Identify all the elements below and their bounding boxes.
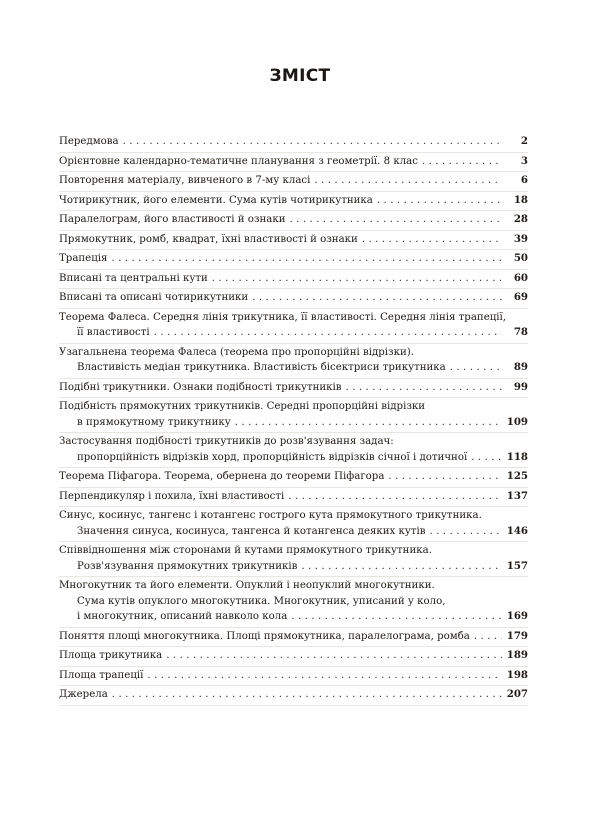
toc-entry-line bbox=[59, 212, 528, 228]
toc-entry-line bbox=[59, 399, 528, 415]
toc-entry-line bbox=[59, 193, 528, 209]
toc-entry-title: Застосування подібності трикутників до розв'язування задач: bbox=[59, 436, 394, 447]
toc-entry-title: Поняття площі многокутника. Площі прямокутника, паралелограма, ромба bbox=[59, 630, 470, 642]
table-of-contents bbox=[59, 133, 528, 706]
toc-page-number: 69 bbox=[513, 291, 528, 303]
toc-entry-line bbox=[59, 489, 528, 505]
toc-entry[interactable] bbox=[59, 192, 528, 212]
toc-entry-title: Площа трапеції bbox=[59, 669, 144, 681]
toc-entry-title: Площа трикутника bbox=[59, 650, 163, 661]
toc-entry-line bbox=[59, 524, 528, 540]
toc-entry-line bbox=[59, 173, 528, 189]
toc-entry-line bbox=[59, 434, 528, 450]
toc-page-number: 2 bbox=[520, 135, 528, 147]
toc-entry-title: її властивості bbox=[77, 327, 150, 338]
toc-page-number: 118 bbox=[506, 450, 528, 463]
toc-page-number: 198 bbox=[506, 668, 528, 681]
dot-leader bbox=[111, 251, 502, 267]
toc-entry-title: Прямокутник, ромб, квадрат, їхні властивості й ознаки bbox=[59, 233, 358, 245]
dot-leader bbox=[147, 668, 502, 684]
toc-entry-line bbox=[59, 290, 528, 306]
toc-entry-title: Теорема Піфагора. Теорема, обернена до теореми Піфагора bbox=[59, 471, 385, 482]
toc-entry-line bbox=[59, 629, 528, 645]
dot-leader bbox=[291, 609, 502, 625]
toc-entry-title: Співвідношення між сторонами й кутами прямокутного трикутника. bbox=[59, 545, 432, 556]
toc-entry-line bbox=[59, 345, 528, 361]
toc-page-number: 50 bbox=[513, 252, 528, 264]
toc-entry[interactable] bbox=[59, 468, 528, 488]
toc-entry-title: Вписані та описані чотирикутники bbox=[59, 292, 249, 303]
toc-entry-title: Трапеція bbox=[59, 253, 108, 264]
toc-page-number: 99 bbox=[513, 380, 528, 393]
toc-entry[interactable] bbox=[59, 542, 528, 577]
toc-entry[interactable] bbox=[59, 398, 528, 433]
toc-entry-line bbox=[59, 360, 528, 376]
toc-entry-title: Паралелограм, його властивості й ознаки bbox=[59, 214, 286, 225]
toc-entry-title: Перпендикуляр і похила, їхні властивості bbox=[59, 490, 285, 502]
dot-leader bbox=[388, 469, 502, 485]
toc-entry-line bbox=[59, 232, 528, 248]
toc-entry[interactable] bbox=[59, 628, 528, 648]
toc-entry-line bbox=[59, 380, 528, 396]
toc-page-number: 60 bbox=[513, 271, 528, 284]
toc-entry-line bbox=[59, 469, 528, 485]
toc-entry-title: Властивість медіан трикутника. Властивість бісектриси трикутника bbox=[77, 362, 446, 373]
toc-entry-title: пропорційність відрізків хорд, пропорційність відрізків січної і дотичної bbox=[77, 451, 468, 463]
toc-entry-line bbox=[59, 154, 528, 170]
toc-entry-line bbox=[59, 325, 528, 341]
toc-entry-line bbox=[59, 134, 528, 150]
toc-entry-line bbox=[59, 578, 528, 594]
dot-leader bbox=[430, 524, 502, 540]
toc-page-number: 207 bbox=[506, 688, 528, 700]
toc-entry-line bbox=[59, 450, 528, 466]
toc-entry-line bbox=[59, 559, 528, 575]
dot-leader bbox=[235, 415, 502, 431]
dot-leader bbox=[288, 489, 502, 505]
toc-page-number: 137 bbox=[506, 489, 528, 502]
dot-leader bbox=[112, 687, 502, 703]
toc-page-number: 157 bbox=[506, 559, 528, 572]
toc-page-number: 18 bbox=[513, 193, 528, 206]
toc-entry-line bbox=[59, 668, 528, 684]
toc-page-number: 28 bbox=[513, 213, 528, 225]
toc-entry[interactable] bbox=[59, 507, 528, 542]
toc-entry-title: Повторення матеріалу, вивченого в 7-му класі bbox=[59, 175, 311, 186]
dot-leader bbox=[212, 271, 502, 287]
toc-page-number: 169 bbox=[506, 610, 528, 622]
toc-entry[interactable] bbox=[59, 309, 528, 344]
toc-entry-title: Теорема Фалеса. Середня лінія трикутника, її властивості. Середня лінія трапеції, bbox=[59, 311, 507, 323]
dot-leader bbox=[314, 173, 502, 189]
toc-entry-line bbox=[59, 687, 528, 703]
dot-leader bbox=[474, 629, 502, 645]
toc-entry[interactable] bbox=[59, 153, 528, 173]
dot-leader bbox=[166, 648, 502, 664]
dot-leader bbox=[123, 134, 502, 150]
toc-entry-line bbox=[59, 648, 528, 664]
toc-entry-title: Синус, косинус, тангенс і котангенс гострого кута прямокутного трикутника. bbox=[59, 510, 482, 521]
toc-entry-line bbox=[59, 594, 528, 610]
toc-entry[interactable] bbox=[59, 231, 528, 251]
toc-page-number: 78 bbox=[513, 326, 528, 338]
toc-entry-title: Подібні трикутники. Ознаки подібності трикутників bbox=[59, 381, 342, 393]
dot-leader bbox=[301, 559, 502, 575]
toc-page-number: 109 bbox=[506, 415, 528, 428]
dot-leader bbox=[377, 193, 502, 209]
toc-entry[interactable] bbox=[59, 344, 528, 379]
dot-leader bbox=[362, 232, 502, 248]
toc-entry-line bbox=[59, 415, 528, 431]
toc-entry[interactable] bbox=[59, 250, 528, 270]
dot-leader bbox=[422, 154, 502, 170]
toc-entry-title: Сума кутів опуклого многокутника. Многокутник, уписаний у коло, bbox=[77, 595, 446, 607]
toc-page-number: 39 bbox=[513, 232, 528, 245]
toc-page-number: 146 bbox=[506, 524, 528, 537]
dot-leader bbox=[450, 360, 502, 376]
dot-leader bbox=[471, 450, 502, 466]
toc-page-number: 3 bbox=[520, 154, 528, 167]
dot-leader bbox=[289, 212, 502, 228]
toc-entry-title: Розв'язування прямокутних трикутників bbox=[77, 560, 298, 572]
toc-entry-line bbox=[59, 543, 528, 559]
toc-entry[interactable] bbox=[59, 647, 528, 667]
toc-entry-line bbox=[59, 508, 528, 524]
toc-entry-title: Узагальнена теорема Фалеса (теорема про пропорційні відрізки). bbox=[59, 346, 414, 358]
toc-page-number: 89 bbox=[513, 361, 528, 373]
toc-entry[interactable] bbox=[59, 270, 528, 290]
toc-entry-title: Значення синуса, косинуса, тангенса й котангенса деяких кутів bbox=[77, 525, 426, 537]
toc-entry[interactable] bbox=[59, 667, 528, 687]
toc-entry[interactable] bbox=[59, 686, 528, 706]
toc-entry-title: в прямокутному трикутнику bbox=[77, 416, 231, 428]
toc-page-number: 179 bbox=[506, 629, 528, 642]
dot-leader bbox=[252, 290, 502, 306]
toc-entry-line bbox=[59, 310, 528, 326]
toc-entry-line bbox=[59, 271, 528, 287]
toc-entry[interactable] bbox=[59, 289, 528, 309]
toc-entry[interactable] bbox=[59, 577, 528, 628]
toc-page-number: 6 bbox=[520, 174, 528, 186]
toc-entry-title: Подібність прямокутних трикутників. Середні пропорційні відрізки bbox=[59, 401, 426, 412]
page-title: ЗМІСТ bbox=[269, 66, 331, 86]
toc-entry-title: Передмова bbox=[59, 136, 119, 147]
toc-entry[interactable] bbox=[59, 379, 528, 399]
toc-entry-title: Многокутник та його елементи. Опуклий і неопуклий многокутники. bbox=[59, 580, 435, 591]
toc-entry[interactable] bbox=[59, 211, 528, 231]
toc-page-number: 189 bbox=[506, 649, 528, 661]
toc-entry-title: Орієнтовне календарно-тематичне планування з геометрії. 8 клас bbox=[59, 155, 418, 167]
toc-entry[interactable] bbox=[59, 488, 528, 508]
toc-page-number: 125 bbox=[506, 470, 528, 482]
dot-leader bbox=[346, 380, 502, 396]
toc-entry-line bbox=[59, 609, 528, 625]
toc-entry[interactable] bbox=[59, 172, 528, 192]
toc-entry[interactable] bbox=[59, 133, 528, 153]
toc-entry-title: Вписані та центральні кути bbox=[59, 272, 208, 284]
toc-entry-title: Чотирикутник, його елементи. Сума кутів чотирикутника bbox=[59, 194, 373, 206]
dot-leader bbox=[154, 325, 502, 341]
toc-entry-title: Джерела bbox=[59, 689, 108, 700]
toc-entry-title: і многокутник, описаний навколо кола bbox=[77, 611, 288, 622]
toc-entry[interactable] bbox=[59, 433, 528, 468]
toc-entry-line bbox=[59, 251, 528, 267]
